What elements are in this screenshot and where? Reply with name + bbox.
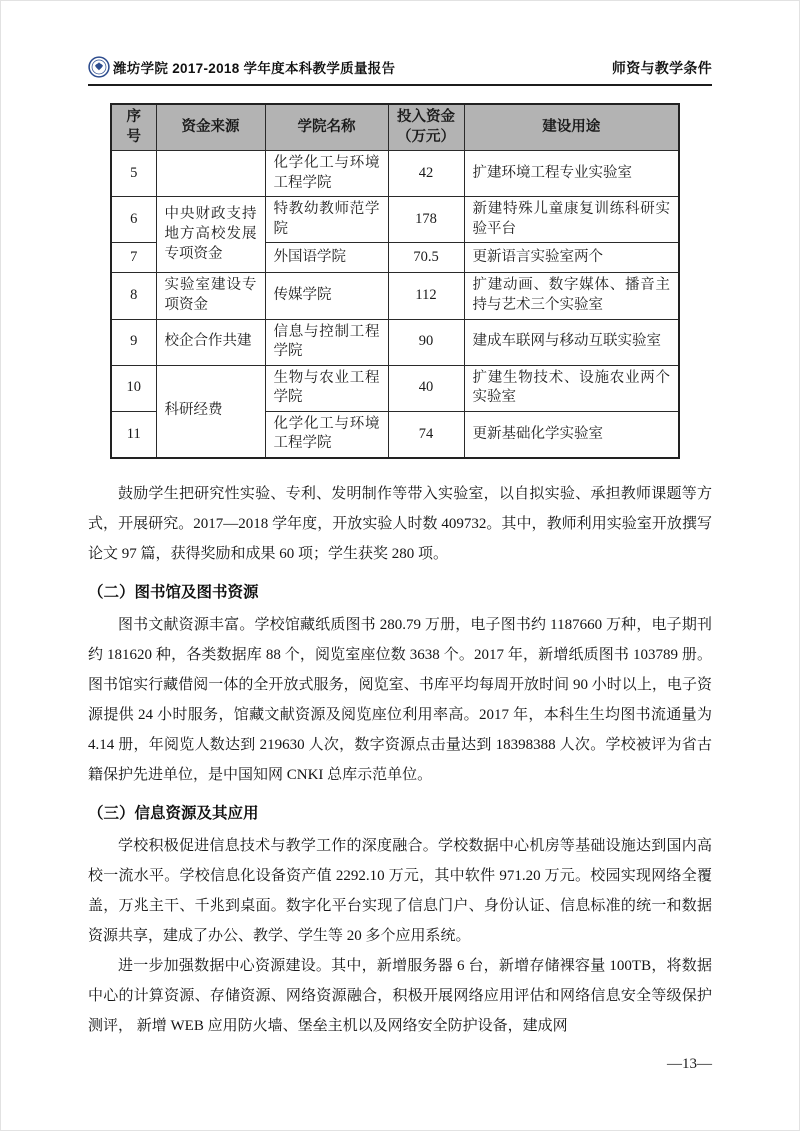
cell-college: 化学化工与环境工程学院 [265, 411, 388, 458]
cell-no: 10 [111, 365, 156, 411]
cell-purpose: 新建特殊儿童康复训练科研实验平台 [464, 197, 679, 243]
cell-purpose: 建成车联网与移动互联实验室 [464, 319, 679, 365]
paragraph-open-lab: 鼓励学生把研究性实验、专利、发明制作等带入实验室，以自拟实验、承担教师课题等方式，开展研究。2017—2018 学年度，开放实验人时数 409732。其中，教师利用实验室开放撰写论文 97 篇，获得奖励和成果 60 项；学生获奖 280 项。 [88, 485, 712, 562]
cell-purpose: 扩建环境工程专业实验室 [464, 151, 679, 197]
table-row [111, 197, 679, 243]
report-title: 潍坊学院 2017-2018 学年度本科教学质量报告 [113, 61, 396, 76]
cell-no: 5 [111, 151, 156, 197]
cell-amount: 70.5 [388, 243, 464, 273]
cell-amount: 40 [388, 365, 464, 411]
cell-purpose: 扩建生物技术、设施农业两个实验室 [464, 365, 679, 411]
table-row [111, 319, 679, 365]
cell-amount: 90 [388, 319, 464, 365]
col-header-college: 学院名称 [265, 104, 388, 151]
section-heading-library: （二）图书馆及图书资源 [88, 583, 259, 601]
cell-no: 8 [111, 273, 156, 319]
university-seal-icon [88, 56, 110, 78]
table-row [111, 273, 679, 319]
cell-purpose: 更新语言实验室两个 [464, 243, 679, 273]
running-header-left [88, 56, 395, 78]
cell-no: 9 [111, 319, 156, 365]
cell-no: 7 [111, 243, 156, 273]
col-header-source: 资金来源 [156, 104, 265, 151]
col-header-amount [388, 104, 464, 151]
cell-amount: 112 [388, 273, 464, 319]
cell-college: 传媒学院 [265, 273, 388, 319]
col-header-purpose: 建设用途 [464, 104, 679, 151]
cell-college: 化学化工与环境工程学院 [265, 151, 388, 197]
paragraph-library: 图书文献资源丰富。学校馆藏纸质图书 280.79 万册，电子图书约 1187660 万种，电子期刊约 181620 种，各类数据库 88 个，阅览室座位数 3638 个。2017 年，新增纸质图书 103789 册。图书馆实行藏借阅一体的全开放式服务，阅览室、书库平均每周开放时间 90 小时以上，电子资源提供 24 小时服务，馆藏文献资源及阅览座位利用率高。2017 年，本科生生均图书流通量为 4.14 册，年阅览人数达到 219630 人次，数字资源点击量达到 18398388 人次。学校被评为省古籍保护先进单位，是中国知网 CNKI 总库示范单位。 [88, 616, 712, 783]
table-row [111, 151, 679, 197]
cell-source: 中央财政支持地方高校发展专项资金 [156, 197, 265, 273]
running-header [88, 56, 712, 86]
table-header-row [111, 104, 679, 151]
col-header-amount-line2: （万元） [397, 128, 455, 145]
cell-purpose: 扩建动画、数字媒体、播音主持与艺术三个实验室 [464, 273, 679, 319]
cell-amount: 42 [388, 151, 464, 197]
chapter-title: 师资与教学条件 [611, 60, 712, 76]
cell-source: 校企合作共建 [156, 319, 265, 365]
cell-source: 科研经费 [156, 365, 265, 458]
cell-amount: 74 [388, 411, 464, 458]
cell-source [156, 151, 265, 197]
cell-no: 6 [111, 197, 156, 243]
cell-college: 特教幼教师范学院 [265, 197, 388, 243]
page-number: —13— [667, 1056, 712, 1072]
cell-amount: 178 [388, 197, 464, 243]
cell-source: 实验室建设专项资金 [156, 273, 265, 319]
cell-college: 生物与农业工程学院 [265, 365, 388, 411]
cell-purpose: 更新基础化学实验室 [464, 411, 679, 458]
col-header-no: 序号 [111, 104, 156, 151]
table-row [111, 365, 679, 411]
cell-no: 11 [111, 411, 156, 458]
paragraph-information-2: 进一步加强数据中心资源建设。其中，新增服务器 6 台，新增存储裸容量 100TB，将数据中心的计算资源、存储资源、网络资源融合，积极开展网络应用评估和网络信息安全等级保护测评， 新增 WEB 应用防火墙、堡垒主机以及网络安全防护设备，建成网 [88, 957, 712, 1034]
section-heading-information: （三）信息资源及其应用 [88, 804, 259, 822]
col-header-amount-line1: 投入资金 [397, 109, 455, 125]
cell-college: 外国语学院 [265, 243, 388, 273]
cell-college: 信息与控制工程学院 [265, 319, 388, 365]
paragraph-information-1: 学校积极促进信息技术与教学工作的深度融合。学校数据中心机房等基础设施达到国内高校一流水平。学校信息化设备资产值 2292.10 万元，其中软件 971.20 万元。校园实现网络全覆盖，万兆主干、千兆到桌面。数字化平台实现了信息门户、身份认证、信息标准的统一和数据资源共享，建成了办公、教学、学生等 20 多个应用系统。 [88, 837, 712, 944]
funding-table [110, 103, 680, 459]
